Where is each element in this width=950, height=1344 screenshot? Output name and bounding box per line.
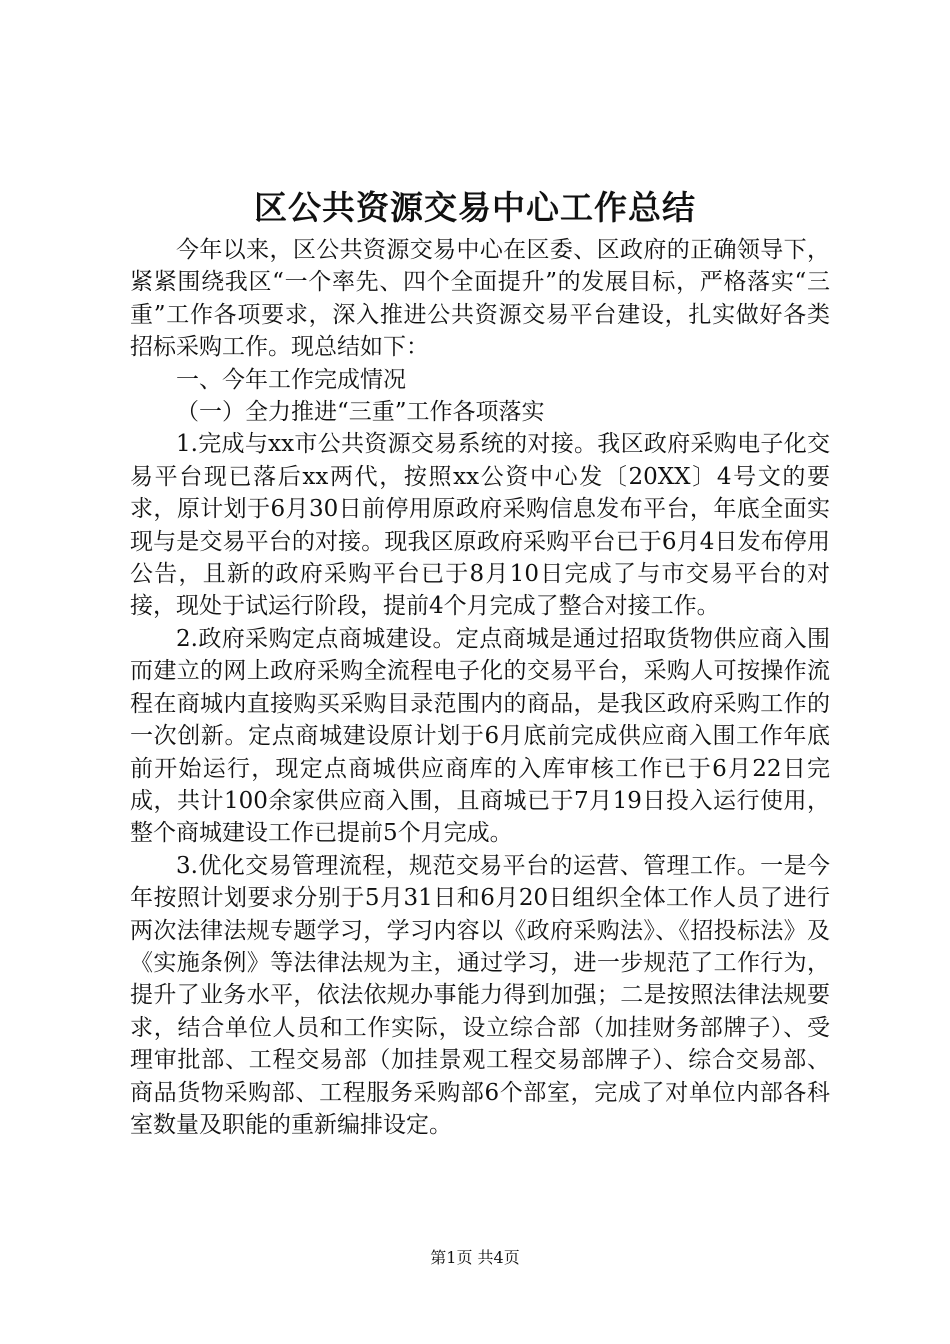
paragraph-item-3: 3.优化交易管理流程，规范交易平台的运营、管理工作。一是今年按照计划要求分别于5月31日和6月20日组织全体工作人员了进行两次法律法规专题学习，学习内容以《政府采购法》、《招投标法》及《实施条例》等法律法规为主，通过学习，进一步规范了工作行为，提升了业务水平，依法依规办事能力得到加强；二是按照法律法规要求，结合单位人员和工作实际，设立综合部（加挂财务部牌子）、受理审批部、工程交易部（加挂景观工程交易部牌子）、综合交易部、商品货物采购部、工程服务采购部6个部室，完成了对单位内部各科室数量及职能的重新编排设定。: [130, 852, 830, 1138]
paragraph-intro: 今年以来，区公共资源交易中心在区委、区政府的正确领导下，紧紧围绕我区“一个率先、四个全面提升”的发展目标，严格落实“三重”工作各项要求，深入推进公共资源交易平台建设，扎实做好各类招标采购工作。现总结如下：: [130, 237, 830, 361]
subsection-heading-1: （一）全力推进“三重”工作各项落实: [176, 399, 545, 426]
document-body: [130, 234, 830, 1141]
page-footer: 第1页 共4页: [430, 1248, 520, 1267]
document-title: 区公共资源交易中心工作总结: [254, 188, 696, 227]
paragraph-item-1: 1.完成与xx市公共资源交易系统的对接。我区政府采购电子化交易平台现已落后xx两代，按照xx公资中心发〔20XX〕4号文的要求，原计划于6月30日前停用原政府采购信息发布平台，年底全面实现与是交易平台的对接。现我区原政府采购平台已于6月4日发布停用公告，且新的政府采购平台已于8月10日完成了与市交易平台的对接，现处于试运行阶段，提前4个月完成了整合对接工作。: [130, 431, 830, 620]
section-heading-1: 一、今年工作完成情况: [176, 366, 406, 393]
paragraph-item-2: 2.政府采购定点商城建设。定点商城是通过招取货物供应商入围而建立的网上政府采购全流程电子化的交易平台，采购人可按操作流程在商城内直接购买采购目录范围内的商品，是我区政府采购工作的一次创新。定点商城建设原计划于6月底前完成供应商入围工作年底前开始运行，现定点商城供应商库的入库审核工作已于6月22日完成，共计100余家供应商入围，且商城已于7月19日投入运行使用，整个商城建设工作已提前5个月完成。: [130, 625, 830, 847]
